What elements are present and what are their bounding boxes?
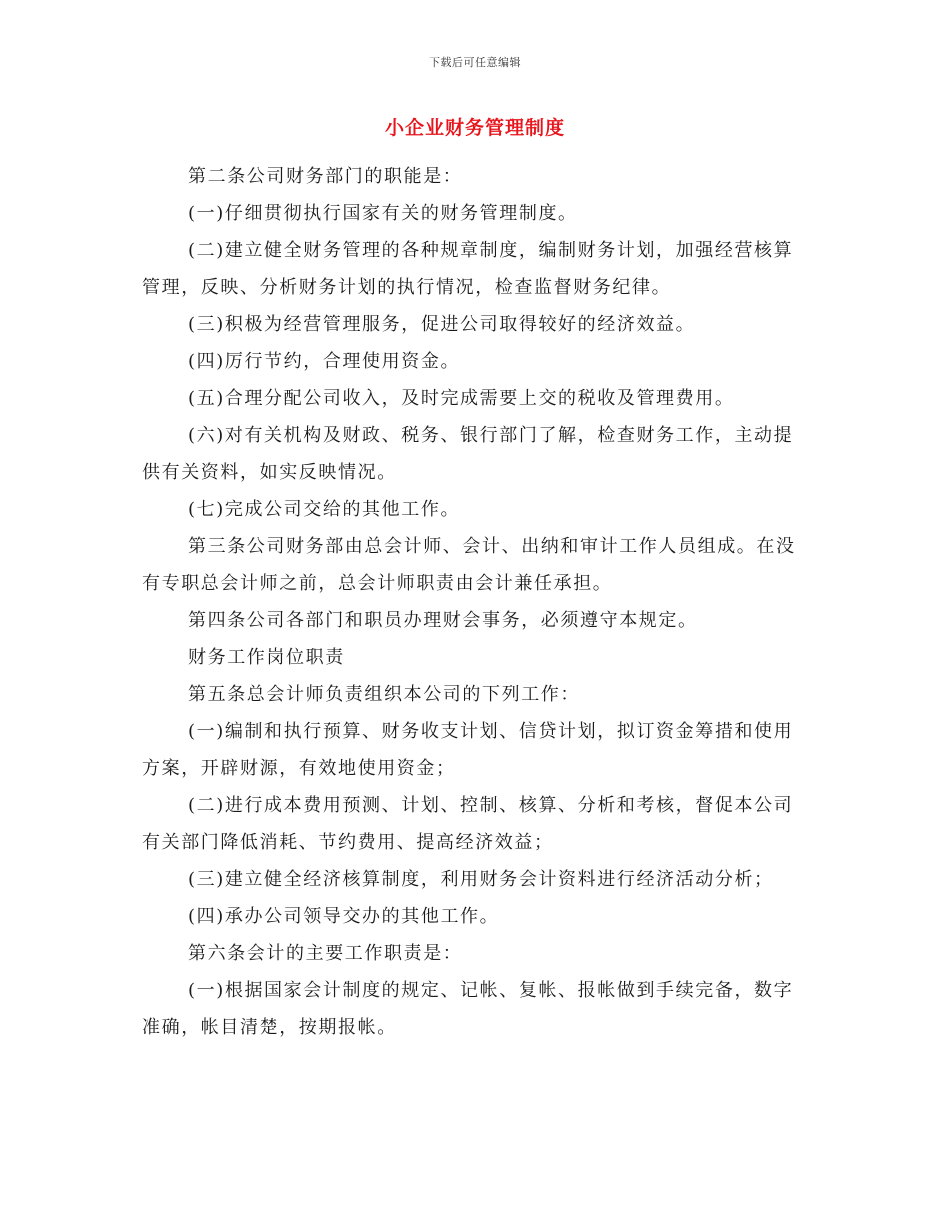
- paragraph-item: (一)编制和执行预算、财务收支计划、信贷计划，拟订资金筹措和使用方案，开辟财源，有效地使用资金；: [142, 721, 794, 779]
- paragraph-article-2: 第二条公司财务部门的职能是：: [188, 166, 463, 187]
- document-body: [142, 158, 812, 1046]
- paragraph-article-4: 第四条公司各部门和职员办理财会事务，必须遵守本规定。: [188, 610, 698, 631]
- section-heading: 财务工作岗位职责: [188, 647, 345, 668]
- document-title: 小企业财务管理制度: [384, 117, 565, 139]
- paragraph-item: (七)完成公司交给的其他工作。: [188, 499, 461, 520]
- paragraph-item: (六)对有关机构及财政、税务、银行部门了解，检查财务工作，主动提供有关资料，如实反映情况。: [142, 425, 794, 483]
- paragraph-item: (五)合理分配公司收入，及时完成需要上交的税收及管理费用。: [188, 388, 735, 409]
- paragraph-item: (二)进行成本费用预测、计划、控制、核算、分析和考核，督促本公司有关部门降低消耗、节约费用、提高经济效益；: [142, 795, 794, 853]
- paragraph-item: (二)建立健全财务管理的各种规章制度，编制财务计划，加强经营核算管理，反映、分析财务计划的执行情况，检查监督财务纪律。: [142, 240, 794, 298]
- paragraph-item: (一)仔细贯彻执行国家有关的财务管理制度。: [188, 203, 578, 224]
- paragraph-item: (三)建立健全经济核算制度，利用财务会计资料进行经济活动分析；: [188, 869, 774, 890]
- paragraph-item: (三)积极为经营管理服务，促进公司取得较好的经济效益。: [188, 314, 696, 335]
- paragraph-article-3: 第三条公司财务部由总会计师、会计、出纳和审计工作人员组成。在没有专职总会计师之前，总会计师职责由会计兼任承担。: [142, 536, 796, 594]
- paragraph-article-5: 第五条总会计师负责组织本公司的下列工作：: [188, 684, 580, 705]
- paragraph-item: (一)根据国家会计制度的规定、记帐、复帐、报帐做到手续完备，数字准确，帐目清楚，按期报帐。: [142, 980, 794, 1038]
- page-header-note: 下载后可任意编辑: [429, 56, 521, 69]
- paragraph-item: (四)厉行节约，合理使用资金。: [188, 351, 461, 372]
- paragraph-article-6: 第六条会计的主要工作职责是：: [188, 943, 463, 964]
- paragraph-item: (四)承办公司领导交办的其他工作。: [188, 906, 500, 927]
